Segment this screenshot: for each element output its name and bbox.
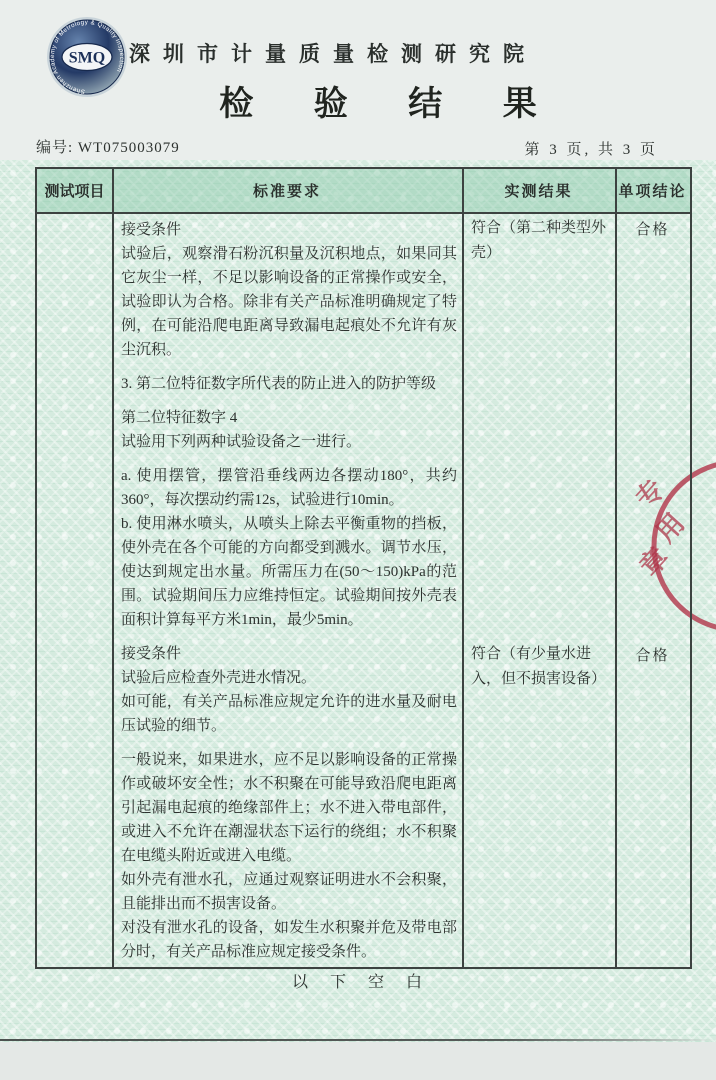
item-conclusion-2: 合格 bbox=[635, 648, 670, 664]
requirement-paragraph: 如外壳有泄水孔，应通过观察证明进水不会积聚，且能排出而不损害设备。 bbox=[121, 872, 457, 912]
requirement-paragraph: 第二位特征数字 4 bbox=[121, 410, 238, 426]
stamp-char-1: 专 bbox=[630, 473, 671, 515]
requirement-paragraph: 试验后应检查外壳进水情况。 bbox=[121, 670, 317, 686]
column-header-standard-requirement: 标准要求 bbox=[252, 184, 321, 200]
item-conclusion-1: 合格 bbox=[635, 222, 670, 238]
requirement-paragraph: 接受条件 bbox=[121, 646, 182, 662]
results-table bbox=[35, 167, 692, 969]
requirement-paragraph: 如可能，有关产品标准应规定允许的进水量及耐电压试验的细节。 bbox=[121, 694, 457, 734]
column-divider bbox=[615, 169, 617, 967]
measured-result-2: 符合（有少量水进入，但不损害设备） bbox=[471, 646, 607, 687]
meta-row bbox=[0, 136, 716, 160]
logo-ring-text: Shenzhen Academy of Metrology & Quality Inspection bbox=[49, 18, 126, 95]
header-row-divider bbox=[37, 212, 690, 214]
column-header-test-item: 测试项目 bbox=[44, 184, 105, 200]
blank-below-note: 以 下 空 白 bbox=[291, 974, 431, 991]
stamp-char-2: 用 bbox=[650, 507, 691, 549]
requirement-paragraph: 接受条件 bbox=[121, 222, 182, 238]
stamp-char-3: 章 bbox=[634, 541, 675, 583]
requirement-paragraph: 3. 第二位特征数字所代表的防止进入的防护等级 bbox=[121, 376, 437, 392]
page-indicator: 第 3 页, 共 3 页 bbox=[524, 142, 658, 158]
report-header bbox=[0, 0, 716, 135]
institute-name: 深圳市计量质量检测研究院 bbox=[129, 42, 537, 66]
requirement-paragraph: 一般说来，如果进水，应不足以影响设备的正常操作或破坏安全性；水不积聚在可能导致沿爬电距离引起漏电起痕的绝缘部件上；水不进入带电部件，或进入不允许在潮湿状态下运行的绕组；水不积聚在电缆头附近或进入电缆。 bbox=[121, 752, 457, 864]
requirement-paragraph: a. 使用摆管，摆管沿垂线两边各摆动180°，共约360°，每次摆动约需12s，试验进行10min。 bbox=[121, 468, 457, 508]
requirement-paragraph: b. 使用淋水喷头，从喷头上除去平衡重物的挡板，使外壳在各个可能的方向都受到溅水。调节水压，使达到规定出水量。所需压力在(50～150)kPa的范围。试验期间压力应维持恒定。试验期间按外壳表面积计算每平方米1min，最少5min。 bbox=[121, 516, 457, 628]
report-title: 检 验 结 果 bbox=[219, 86, 563, 123]
bottom-margin bbox=[0, 1042, 716, 1080]
standard-requirement-cell bbox=[121, 218, 457, 964]
column-header-measured-result: 实测结果 bbox=[504, 184, 573, 200]
requirement-paragraph: 对没有泄水孔的设备，如发生水积聚并危及带电部分时，有关产品标准应规定接受条件。 bbox=[121, 920, 457, 960]
column-divider bbox=[462, 169, 464, 967]
scan-edge-line bbox=[0, 1039, 716, 1041]
requirement-paragraph: 试验后，观察滑石粉沉积量及沉积地点，如果同其它灰尘一样，不足以影响设备的正常操作或安全，试验即认为合格。除非有关产品标准明确规定了特例，在可能沿爬电距离导致漏电起痕处不允许有灰尘沉积。 bbox=[121, 246, 457, 358]
logo-abbr: SMQ bbox=[68, 49, 106, 67]
report-number: 编号: WT075003079 bbox=[36, 140, 180, 156]
column-divider bbox=[112, 169, 114, 967]
measured-result-1: 符合（第二种类型外壳） bbox=[471, 220, 607, 261]
requirement-paragraph: 试验用下列两种试验设备之一进行。 bbox=[121, 434, 362, 450]
column-header-item-conclusion: 单项结论 bbox=[618, 184, 687, 200]
